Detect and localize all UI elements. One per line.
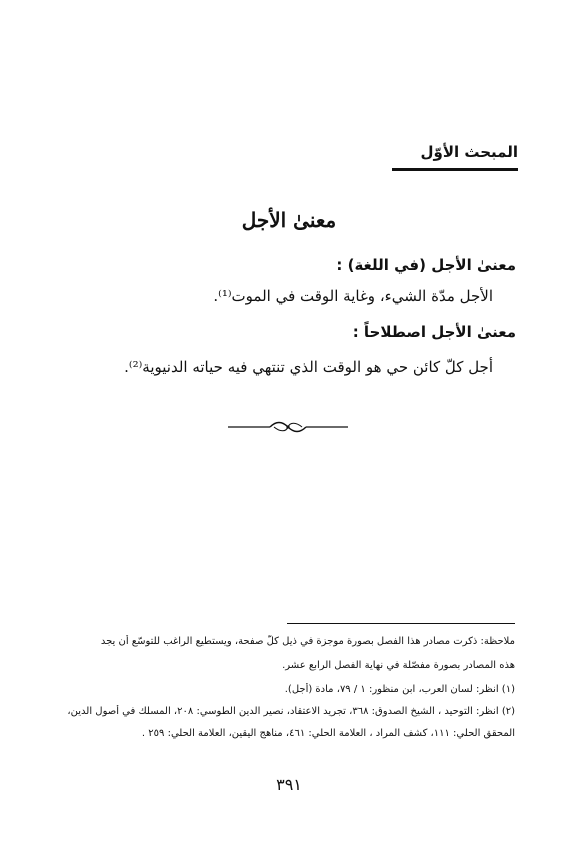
section-title: المبحث الأوّل xyxy=(420,143,518,161)
section-underline xyxy=(392,168,518,171)
lexical-definition-heading: معنىٰ الأجل (في اللغة) : xyxy=(336,256,516,274)
ornament-divider xyxy=(228,420,348,434)
footnote-2-line2: المحقق الحلي: ١١١، كشف المراد ، العلامة الحلي: ٤٦١، مناهج اليقين، العلامة الحلي: ٢٥٩ . xyxy=(141,728,515,739)
lexical-definition-text: الأجل مدّة الشيء، وغاية الوقت في الموت⁽¹⁾. xyxy=(213,287,493,305)
chapter-title: معنىٰ الأجل xyxy=(241,208,337,232)
page-number: ٣٩١ xyxy=(276,775,302,794)
footnote-1: (١) انظر: لسان العرب، ابن منظور: ١ / ٧٩، مادة (أجل). xyxy=(284,684,515,695)
technical-definition-text: أجل كلّ كائن حي هو الوقت الذي تنتهي فيه حياته الدنيوية⁽²⁾. xyxy=(124,358,493,376)
footnote-2-line1: (٢) انظر: التوحيد ، الشيخ الصدوق: ٣٦٨، تجريد الاعتقاد، نصير الدين الطوسي: ٢٠٨، المسلك في أصول الدين، xyxy=(67,706,515,717)
footnote-separator xyxy=(287,623,515,624)
footnote-note-line1: ملاحظة: ذكرت مصادر هذا الفصل بصورة موجزة في ذيل كلّ صفحة، ويستطيع الراغب للتوسّع أن يجد xyxy=(100,636,515,647)
technical-definition-heading: معنىٰ الأجل اصطلاحاً : xyxy=(352,323,516,341)
footnote-note-line2: هذه المصادر بصورة مفصّلة في نهاية الفصل الرابع عشر. xyxy=(282,660,515,671)
